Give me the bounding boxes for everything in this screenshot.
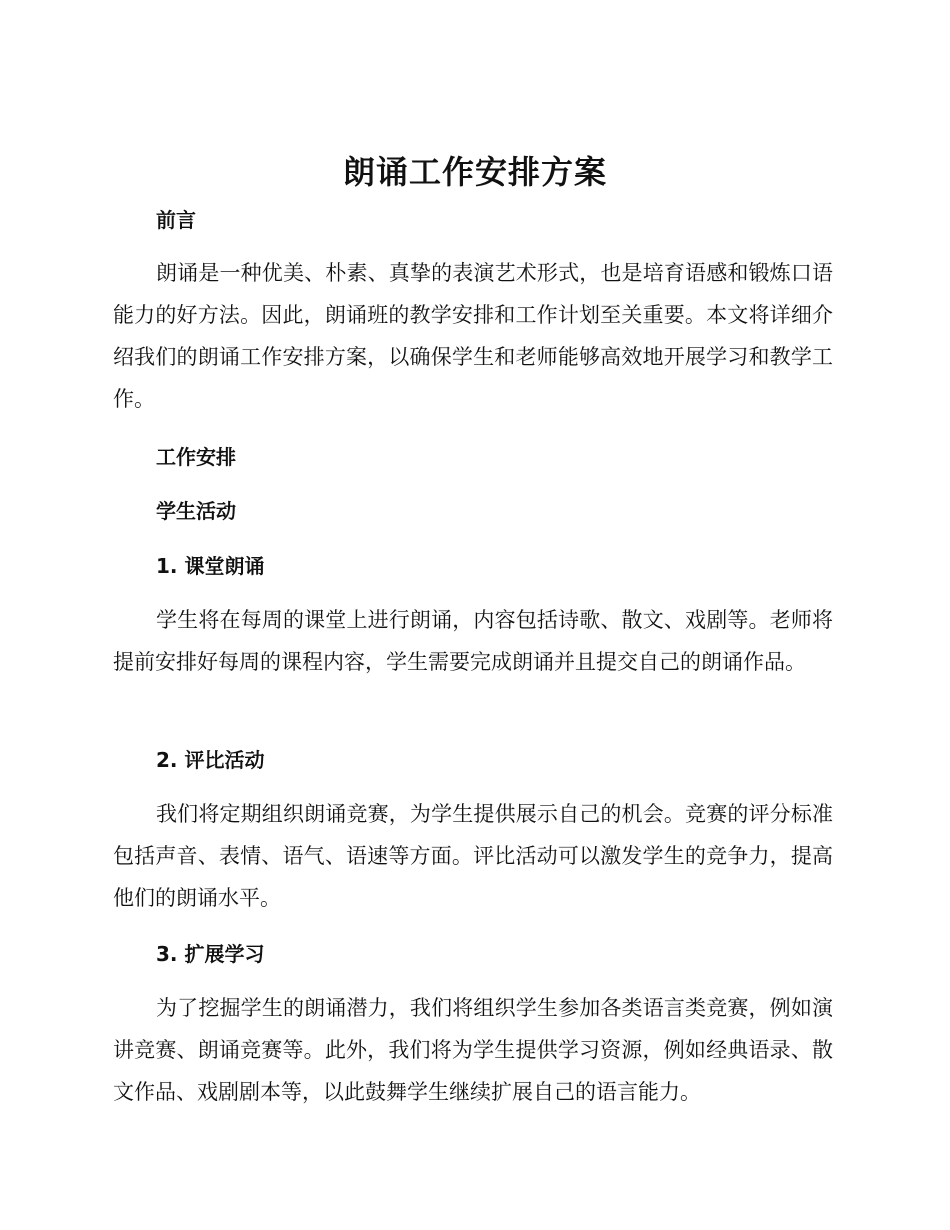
heading-evaluation-activities: 2. 评比活动 [156,748,265,772]
paragraph-evaluation-activities: 我们将定期组织朗诵竞赛，为学生提供展示自己的机会。竞赛的评分标准包括声音、表情、语气、语速等方面。评比活动可以激发学生的竞争力，提高他们的朗诵水平。 [113,802,833,910]
heading-extended-learning: 3. 扩展学习 [156,942,265,966]
paragraph-preface: 朗诵是一种优美、朴素、真挚的表演艺术形式，也是培育语感和锻炼口语能力的好方法。因此，朗诵班的教学安排和工作计划至关重要。本文将详细介绍我们的朗诵工作安排方案，以确保学生和老师能够高效地开展学习和教学工作。 [113,261,833,411]
paragraph-classroom-recitation: 学生将在每周的课堂上进行朗诵，内容包括诗歌、散文、戏剧等。老师将提前安排好每周的课程内容，学生需要完成朗诵并且提交自己的朗诵作品。 [113,608,833,674]
document-title: 朗诵工作安排方案 [342,153,607,191]
heading-work-arrangement: 工作安排 [156,445,236,469]
paragraph-extended-learning: 为了挖掘学生的朗诵潜力，我们将组织学生参加各类语言类竞赛，例如演讲竞赛、朗诵竞赛等。此外，我们将为学生提供学习资源，例如经典语录、散文作品、戏剧剧本等，以此鼓舞学生继续扩展自己的语言能力。 [113,996,833,1104]
heading-preface: 前言 [156,208,196,232]
heading-classroom-recitation: 1. 课堂朗诵 [156,554,265,578]
heading-student-activities: 学生活动 [156,499,236,523]
